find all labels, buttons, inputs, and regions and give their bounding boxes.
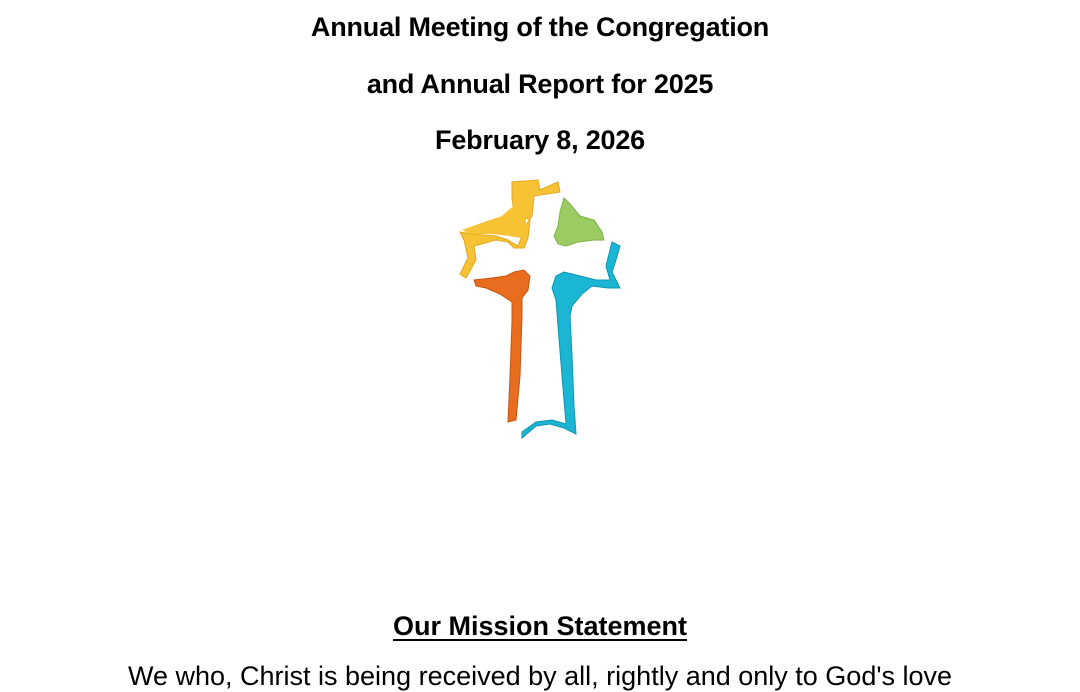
colorful-cross-logo-icon bbox=[440, 176, 640, 446]
cross-green-segment bbox=[554, 198, 604, 246]
document-title-line-1: Annual Meeting of the Congregation bbox=[310, 12, 770, 42]
meeting-date: February 8, 2026 bbox=[435, 125, 645, 155]
cross-yellow-fill bbox=[462, 200, 526, 238]
cross-teal-segment bbox=[522, 242, 620, 438]
mission-statement-heading: Our Mission Statement bbox=[392, 611, 688, 641]
mission-statement-text: We who, Christ is being received by all, rightly and only to God's love bbox=[127, 661, 953, 691]
cross-orange-segment bbox=[474, 270, 530, 422]
document-title-line-2: and Annual Report for 2025 bbox=[366, 69, 714, 99]
